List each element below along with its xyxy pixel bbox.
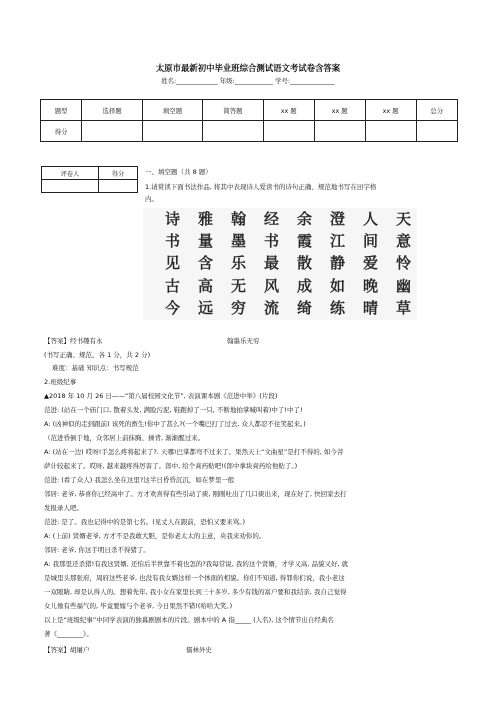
calligraphy-char: 澄	[329, 209, 345, 228]
calligraphy-column	[392, 208, 415, 320]
calligraphy-column	[293, 208, 316, 320]
page-title: 太原市最新初中毕业班综合测试语文考试卷含答案	[155, 63, 341, 73]
score-input-cell[interactable]	[82, 121, 142, 142]
calligraphy-char: 霞	[296, 232, 312, 251]
grader-score-label: 得分	[99, 167, 138, 180]
calligraphy-char: 间	[362, 232, 378, 251]
calligraphy-char: 翰	[230, 209, 246, 228]
q2-line: 发报录人吧。	[44, 504, 83, 512]
q2-line: 一双眼睛, 却是认得人的。想着先年, 我小女在家里长到三十多岁, 多少有钱的富户要和我结亲, 我自己觉得	[44, 588, 347, 596]
calligraphy-char: 无	[230, 276, 246, 295]
q2-line: A: (凶神似的走到跟前) 该死的畜生!你中了甚么?(一个嘴巴打了过去, 众人都忍不住笑起来。)	[44, 420, 306, 428]
q2-line: （范进昏倒于地，众邻居上前抹胸、捶背, 渐渐醒过来。	[44, 434, 205, 442]
calligraphy-char: 今	[164, 299, 180, 318]
calligraphy-char: 远	[197, 299, 213, 318]
calligraphy-column	[227, 208, 250, 320]
calligraphy-column	[260, 208, 283, 320]
calligraphy-char: 散	[296, 254, 312, 273]
calligraphy-char: 乐	[230, 254, 246, 273]
q2-line: 范进: (站在一个庙门口, 散着头发, 满脸污泥, 鞋跑掉了一只, 不断地拍掌喊叫着)中了!中了!	[44, 406, 303, 414]
answer-1-label: 【答案】经书趣有永	[44, 337, 103, 345]
score-input-cell[interactable]	[365, 121, 416, 142]
answer-1-meta: 难度：基础 知识点：书写规范	[52, 364, 139, 372]
calligraphy-char: 幽	[395, 276, 411, 295]
calligraphy-char: 晴	[362, 299, 378, 318]
q2-line: A: (上前) 贤婿老爷, 方才不是我敢大胆，是你老太太的主意，央我来劝你的。	[44, 532, 266, 540]
grader-label: 评卷人	[42, 167, 99, 180]
calligraphy-char: 风	[263, 276, 279, 295]
calligraphy-char: 晚	[362, 276, 378, 295]
calligraphy-char: 诗	[164, 209, 180, 228]
calligraphy-char: 见	[164, 254, 180, 273]
calligraphy-char: 怜	[395, 254, 411, 273]
calligraphy-column	[194, 208, 217, 320]
q2-line: 著《________》。	[44, 630, 93, 638]
section-heading: 一、填空题（共 8 题）	[145, 168, 212, 176]
q2-line: 范进: (看了众人) 我怎么坐在这里?这半日昏昏沉沉，如在梦里一般	[44, 476, 235, 484]
question-1-text-cont: 内。	[145, 195, 158, 203]
score-input-cell[interactable]	[314, 121, 365, 142]
calligraphy-char: 穷	[230, 299, 246, 318]
grader-input-cell[interactable]	[42, 180, 99, 193]
calligraphy-char: 江	[329, 232, 345, 251]
score-table-cell: 题型	[41, 100, 82, 121]
score-table-cell: 简答题	[203, 100, 263, 121]
calligraphy-char: 爱	[362, 254, 378, 273]
calligraphy-char: 流	[263, 299, 279, 318]
q2-line: 是城里头那张府，周府这些老爷, 也没有我女婿这样一个体面的相貌。你们不知道, 得罪你们说，我小老这	[44, 574, 345, 582]
calligraphy-column	[161, 208, 184, 320]
q2-line: 萨计较起来了。哎呀, 越来越疼得厉害了。郎中, 给个膏药贴吧!(郎中拿块膏药给他贴了。)	[44, 462, 298, 470]
q2-line: A: (站在一边) 哎呀!手怎么疼将起来了?. 天哪!巴掌都弯不过来了。果然天上“文曲星”是打不得的, 如今菩	[44, 448, 344, 456]
score-table-cell: xx 题	[263, 100, 314, 121]
q2-line: 以上是“班级纪事”中同学表演的独幕剧剧本的片段。剧本中的 A 指_____ (人名), 这个情节出自经典名	[44, 616, 334, 624]
calligraphy-char: 意	[395, 232, 411, 251]
student-info-line: 姓名:_____________ 年级:____________ 学号:______________	[161, 77, 335, 85]
calligraphy-column	[326, 208, 349, 320]
calligraphy-char: 墨	[230, 232, 246, 251]
q2-line: 邻居: 老爷, 恭喜你已经高中了。方才欢喜得有些引动了痰, 刚刚吐出了几口痰出来，现在好了, 快回家去打	[44, 490, 347, 498]
score-table-cell: 选择题	[82, 100, 142, 121]
score-table-cell: 总分	[416, 100, 457, 121]
score-table-header-row	[41, 100, 458, 121]
calligraphy-char: 天	[395, 209, 411, 228]
grader-score-cell[interactable]	[99, 180, 138, 193]
answer-1-note: (书写正确、规范，各 1 分，共 2 分)	[44, 351, 151, 359]
calligraphy-char: 绮	[296, 299, 312, 318]
answer-2-right: 儒林外史	[186, 646, 212, 654]
calligraphy-char: 余	[296, 209, 312, 228]
calligraphy-image	[143, 208, 417, 320]
score-input-cell[interactable]	[416, 121, 457, 142]
answer-1-right: 翰墨乐无穷	[227, 337, 260, 345]
score-input-cell[interactable]	[263, 121, 314, 142]
score-input-cell[interactable]	[142, 121, 202, 142]
calligraphy-char: 书	[263, 232, 279, 251]
calligraphy-char: 雅	[197, 209, 213, 228]
calligraphy-char: 古	[164, 276, 180, 295]
score-table-cell: xx 题	[365, 100, 416, 121]
calligraphy-char: 人	[362, 209, 378, 228]
q2-line: ▲2018 年 10 月 26 日——“第八届校园文化节”, 表演课本剧《范进中举》(片段)	[44, 392, 278, 400]
calligraphy-char: 如	[329, 276, 345, 295]
calligraphy-char: 书	[164, 232, 180, 251]
calligraphy-char: 量	[197, 232, 213, 251]
q2-line: 女儿像有些福气的, 毕竟要嫁与个老爷, 今日果然不错!(哈哈大笑。)	[44, 602, 233, 610]
calligraphy-char: 成	[296, 276, 312, 295]
score-table-score-row	[41, 121, 458, 142]
calligraphy-char: 练	[329, 299, 345, 318]
score-input-cell[interactable]	[203, 121, 263, 142]
question-1-text: 1.请赏读下面书法作品, 将其中表现诗人爱读书的诗句正确、规范地书写在田字格	[145, 183, 377, 191]
calligraphy-char: 草	[395, 299, 411, 318]
score-label-cell: 得分	[41, 121, 82, 142]
grader-table	[41, 166, 138, 193]
answer-2-label: 【答案】胡屠户	[44, 646, 90, 654]
calligraphy-char: 最	[263, 254, 279, 273]
score-table	[40, 99, 458, 142]
score-table-cell: xx 题	[314, 100, 365, 121]
calligraphy-char: 含	[197, 254, 213, 273]
calligraphy-char: 静	[329, 254, 345, 273]
calligraphy-column	[359, 208, 382, 320]
q2-line: 范进: 是了。我也记得中的是第七名。(见丈人在跟前，恐怕又要来骂。)	[44, 518, 246, 526]
calligraphy-char: 经	[263, 209, 279, 228]
calligraphy-char: 高	[197, 276, 213, 295]
q2-line: 邻居: 老爷, 你这手明日杀不得猪了。	[44, 546, 150, 554]
score-table-cell: 填空题	[142, 100, 202, 121]
q2-line: A: 我那里还杀猪!有我这贤婿, 还怕后半世靠不着也怎的?我每常说, 我的这个贤婿，才学又高, 品貌又好, 就	[44, 560, 349, 568]
question-2-title: 2.班级纪事	[44, 378, 77, 386]
